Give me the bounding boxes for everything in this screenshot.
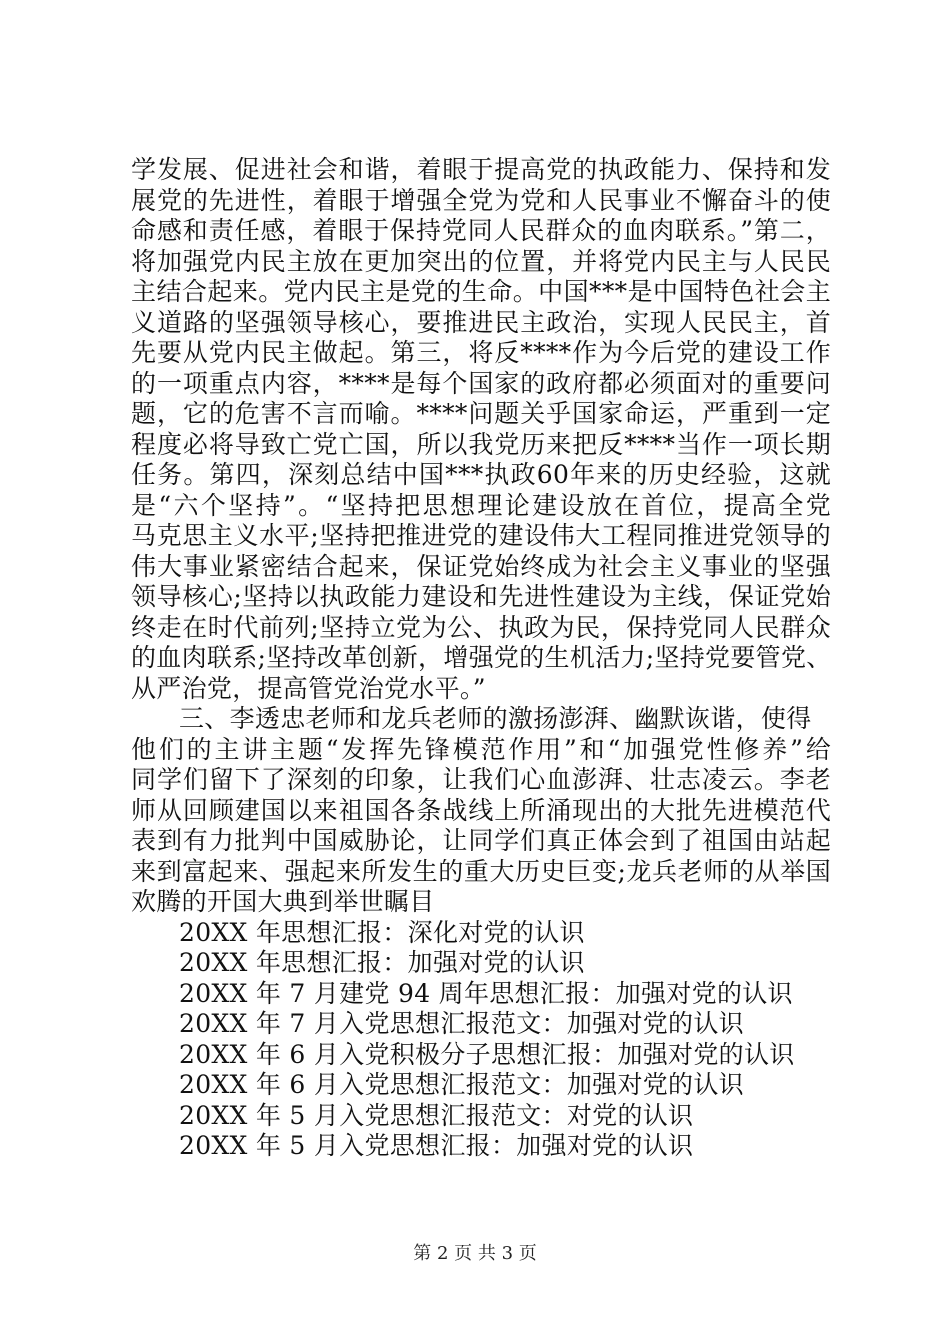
text-line: 学发展、促进社会和谐，着眼于提高党的执政能力、保持和发 [131, 155, 831, 184]
text-line: 任务。第四，深刻总结中国***执政60年来的历史经验，这就 [131, 460, 831, 489]
text-line: 伟大事业紧密结合起来，保证党始终成为社会主义事业的坚强 [131, 551, 831, 581]
text-line: 程度必将导致亡党亡国，所以我党历来把反****当作一项长期 [131, 429, 831, 459]
list-item: 20XX 年 6 月入党思想汇报范文：加强对党的认识 [179, 1070, 744, 1099]
list-item: 20XX 年 5 月入党思想汇报：加强对党的认识 [179, 1131, 694, 1160]
text-line: 题，它的危害不言而喻。****问题关乎国家命运，严重到一定 [131, 399, 831, 428]
text-line: 先要从党内民主做起。第三，将反****作为今后党的建设工作 [131, 338, 831, 367]
text-line: 终走在时代前列;坚持立党为公、执政为民，保持党同人民群众 [131, 612, 831, 642]
text-line: 是“六个坚持”。“坚持把思想理论建设放在首位，提高全党 [131, 490, 831, 520]
text-line: 义道路的坚强领导核心，要推进民主政治，实现人民民主，首 [131, 307, 831, 337]
list-item: 20XX 年 6 月入党积极分子思想汇报：加强对党的认识 [179, 1039, 795, 1069]
text-line: 他们的主讲主题“发挥先锋模范作用”和“加强党性修养”给 [131, 734, 831, 764]
text-line: 展党的先进性，着眼于增强全党为党和人民事业不懈奋斗的使 [131, 185, 831, 215]
list-item: 20XX 年思想汇报：深化对党的认识 [179, 917, 585, 947]
text-line: 来到富起来、强起来所发生的重大历史巨变;龙兵老师的从举国 [131, 856, 831, 886]
paragraph-1 [131, 155, 831, 704]
text-line: 表到有力批判中国威胁论，让同学们真正体会到了祖国由站起 [131, 826, 831, 855]
document-body [131, 155, 831, 1162]
list-item: 20XX 年 5 月入党思想汇报范文：对党的认识 [179, 1100, 694, 1130]
text-line: 从严治党，提高管党治党水平。” [131, 673, 486, 703]
paragraph-2 [131, 704, 831, 918]
text-line: 主结合起来。党内民主是党的生命。中国***是中国特色社会主 [131, 277, 831, 306]
text-line: 的血肉联系;坚持改革创新，增强党的生机活力;坚持党要管党、 [131, 643, 832, 672]
page-footer [0, 1243, 950, 1265]
text-line: 命感和责任感，着眼于保持党同人民群众的血肉联系。”第二， [131, 216, 831, 245]
text-line: 师从回顾建国以来祖国各条战线上所涌现出的大批先进模范代 [131, 795, 831, 825]
page-number-label: 第 2 页 共 3 页 [413, 1243, 537, 1264]
related-titles-list [131, 918, 831, 1162]
text-line: 三、李透忠老师和龙兵老师的激扬澎湃、幽默诙谐，使得 [179, 704, 812, 733]
list-item: 20XX 年 7 月建党 94 周年思想汇报：加强对党的认识 [179, 978, 793, 1008]
text-line: 将加强党内民主放在更加突出的位置，并将党内民主与人民民 [131, 246, 831, 276]
text-line: 欢腾的开国大典到举世瞩目 [131, 887, 435, 916]
list-item: 20XX 年 7 月入党思想汇报范文：加强对党的认识 [179, 1009, 744, 1038]
text-line: 领导核心;坚持以执政能力建设和先进性建设为主线，保证党始 [131, 582, 831, 611]
text-line: 的一项重点内容，****是每个国家的政府都必须面对的重要问 [131, 368, 831, 398]
text-line: 马克思主义水平;坚持把推进党的建设伟大工程同推进党领导的 [131, 521, 831, 550]
list-item: 20XX 年思想汇报：加强对党的认识 [179, 948, 585, 977]
text-line: 同学们留下了深刻的印象，让我们心血澎湃、壮志凌云。李老 [131, 765, 831, 794]
